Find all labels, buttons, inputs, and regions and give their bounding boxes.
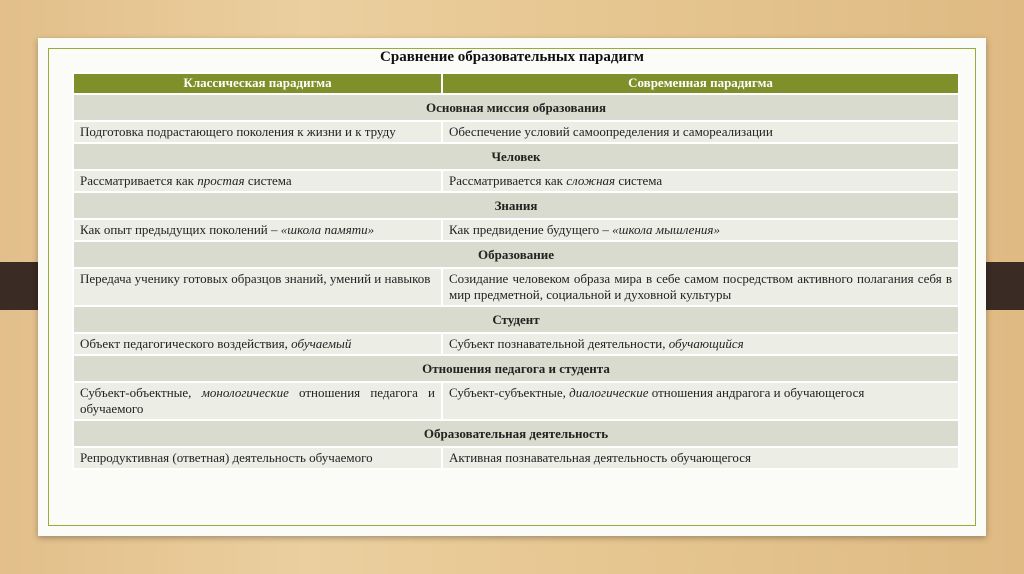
modern-cell	[442, 447, 959, 469]
cell-text: «школа памяти»	[280, 222, 375, 237]
cell-text: Субъект познавательной деятельности,	[449, 336, 669, 351]
cell-text: Созидание человеком образа мира в себе самом посредством активного полагания себя в мир предметной, социальной и духовной культуры	[449, 271, 952, 302]
table-row	[73, 170, 959, 192]
cell-text: Подготовка подрастающего поколения к жизни и к труду	[80, 124, 396, 139]
table-row	[73, 382, 959, 420]
modern-cell	[442, 219, 959, 241]
classic-cell	[73, 333, 442, 355]
cell-text: система	[244, 173, 292, 188]
cell-text: сложная	[566, 173, 616, 188]
cell-text: Рассматривается как	[80, 173, 198, 188]
comparison-table	[72, 72, 960, 470]
table-row	[73, 447, 959, 469]
table-row	[73, 268, 959, 306]
classic-cell	[73, 170, 442, 192]
cell-text: «школа мышления»	[612, 222, 720, 237]
header-modern: Современная парадигма	[442, 73, 959, 94]
modern-cell	[442, 121, 959, 143]
cell-text: диалогические	[569, 385, 649, 400]
cell-text: обучающийся	[668, 336, 744, 351]
table-row	[73, 219, 959, 241]
cell-text: Объект педагогического воздействия,	[80, 336, 292, 351]
classic-cell	[73, 447, 442, 469]
header-classic: Классическая парадигма	[73, 73, 442, 94]
cell-text: Передача ученику готовых образцов знаний, умений и навыков	[80, 271, 431, 286]
modern-cell	[442, 170, 959, 192]
modern-cell	[442, 382, 959, 420]
classic-cell	[73, 121, 442, 143]
cell-text: система	[615, 173, 663, 188]
table-row	[73, 333, 959, 355]
cell-text: Репродуктивная (ответная) деятельность обучаемого	[80, 450, 373, 465]
cell-text: Активная познавательная деятельность обучающегося	[449, 450, 751, 465]
section-heading: Отношения педагога и студента	[73, 355, 959, 382]
cell-text: Обеспечение условий самоопределения и самореализации	[449, 124, 773, 139]
cell-text: Как опыт предыдущих поколений –	[80, 222, 281, 237]
section-heading: Образовательная деятельность	[73, 420, 959, 447]
cell-text: отношения педагога и обучаемого	[80, 385, 435, 416]
cell-text: Как предвидение будущего –	[449, 222, 613, 237]
modern-cell	[442, 333, 959, 355]
cell-text: монологические	[201, 385, 289, 400]
section-heading: Образование	[73, 241, 959, 268]
cell-text: Субъект-субъектные,	[449, 385, 570, 400]
cell-text: обучаемый	[291, 336, 352, 351]
classic-cell	[73, 219, 442, 241]
classic-cell	[73, 268, 442, 306]
cell-text: отношения андрагога и обучающегося	[648, 385, 865, 400]
cell-text: Субъект-объектные,	[80, 385, 202, 400]
classic-cell	[73, 382, 442, 420]
slide-title: Сравнение образовательных парадигм	[380, 49, 644, 65]
section-heading: Студент	[73, 306, 959, 333]
section-heading: Основная миссия образования	[73, 94, 959, 121]
table-row	[73, 121, 959, 143]
cell-text: простая	[197, 173, 245, 188]
section-heading: Знания	[73, 192, 959, 219]
cell-text: Рассматривается как	[449, 173, 567, 188]
section-heading: Человек	[73, 143, 959, 170]
modern-cell	[442, 268, 959, 306]
